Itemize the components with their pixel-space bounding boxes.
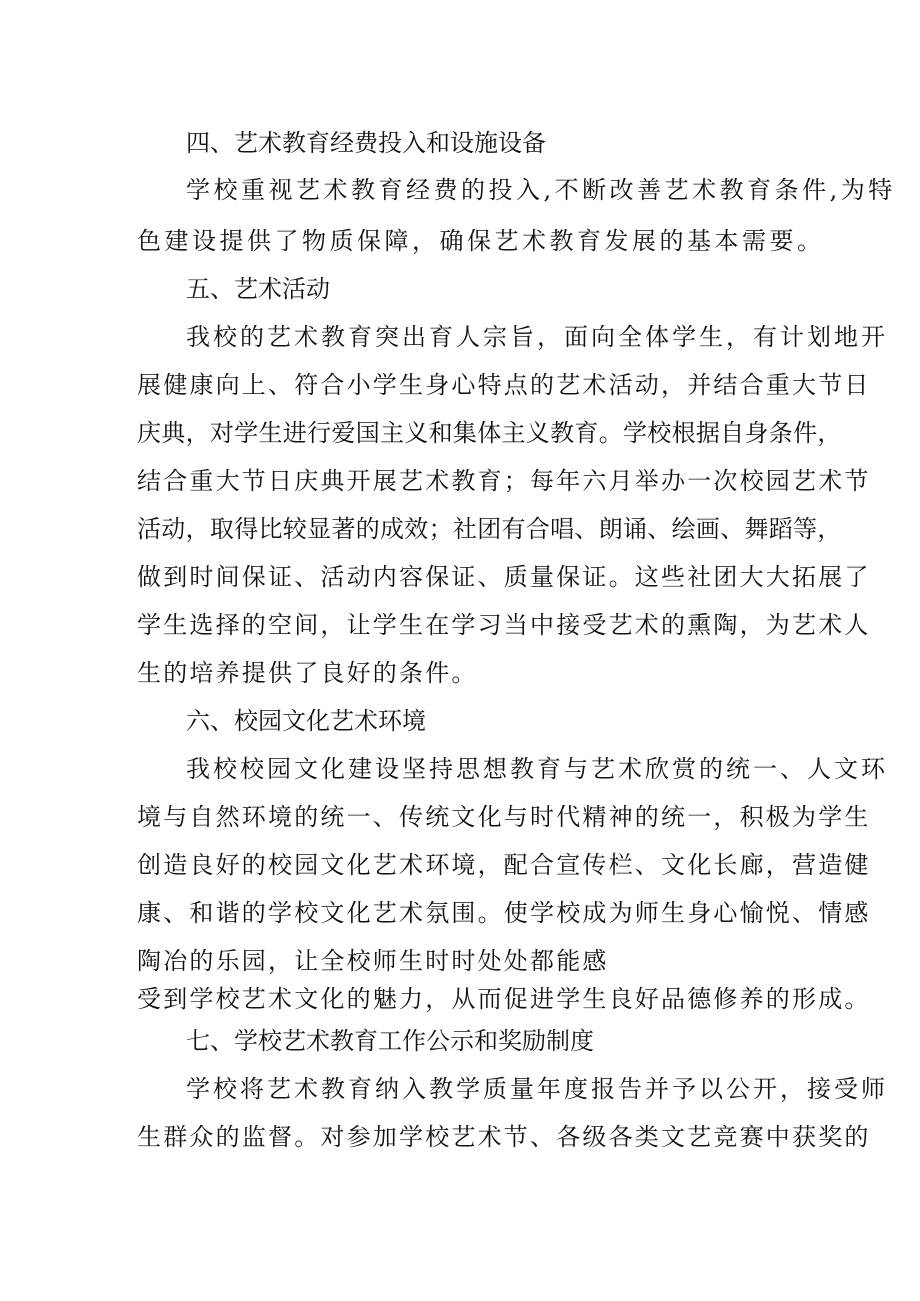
paragraph-line: 做到时间保证、活动内容保证、质量保证。这些社团大大拓展了 xyxy=(137,563,871,591)
paragraph-line: 结合重大节日庆典开展艺术教育；每年六月举办一次校园艺术节 xyxy=(137,467,871,495)
paragraph-line: 学校将艺术教育纳入教学质量年度报告并予以公开，接受师 xyxy=(186,1075,888,1103)
paragraph-line: 学生选择的空间，让学生在学习当中接受艺术的熏陶，为艺术人 xyxy=(137,611,871,639)
paragraph-line: 创造良好的校园文化艺术环境，配合宣传栏、文化长廊，营造健 xyxy=(137,851,871,879)
section-heading-6: 六、校园文化艺术环境 xyxy=(186,707,426,735)
paragraph-line: 展健康向上、符合小学生身心特点的艺术活动，并结合重大节日 xyxy=(137,371,871,399)
paragraph-line: 受到学校艺术文化的魅力，从而促进学生良好品德修养的形成。 xyxy=(137,985,871,1013)
paragraph-line: 色建设提供了物质保障，确保艺术教育发展的基本需要。 xyxy=(137,227,825,255)
paragraph-line: 活动，取得比较显著的成效；社团有合唱、朗诵、绘画、舞蹈等， xyxy=(137,515,842,543)
paragraph-line: 我校校园文化建设坚持思想教育与艺术欣赏的统一、人文环 xyxy=(186,755,888,783)
paragraph-line: 境与自然环境的统一、传统文化与时代精神的统一，积极为学生 xyxy=(137,803,871,831)
section-heading-4: 四、艺术教育经费投入和设施设备 xyxy=(186,129,546,157)
paragraph-line: 庆典，对学生进行爱国主义和集体主义教育。学校根据自身条件， xyxy=(137,419,842,447)
paragraph-line: 生的培养提供了良好的条件。 xyxy=(137,659,478,687)
section-heading-5: 五、艺术活动 xyxy=(186,275,330,303)
paragraph-line: 陶冶的乐园，让全校师生时时处处都能感 xyxy=(137,947,609,975)
section-heading-7: 七、学校艺术教育工作公示和奖励制度 xyxy=(186,1027,594,1055)
paragraph-line: 康、和谐的学校文化艺术氛围。使学校成为师生身心愉悦、情感 xyxy=(137,899,871,927)
paragraph-line: 我校的艺术教育突出育人宗旨，面向全体学生，有计划地开 xyxy=(186,323,888,351)
paragraph-line: 学校重视艺术教育经费的投入,不断改善艺术教育条件,为特 xyxy=(186,176,896,204)
paragraph-line: 生群众的监督。对参加学校艺术节、各级各类文艺竞赛中获奖的 xyxy=(137,1123,871,1151)
